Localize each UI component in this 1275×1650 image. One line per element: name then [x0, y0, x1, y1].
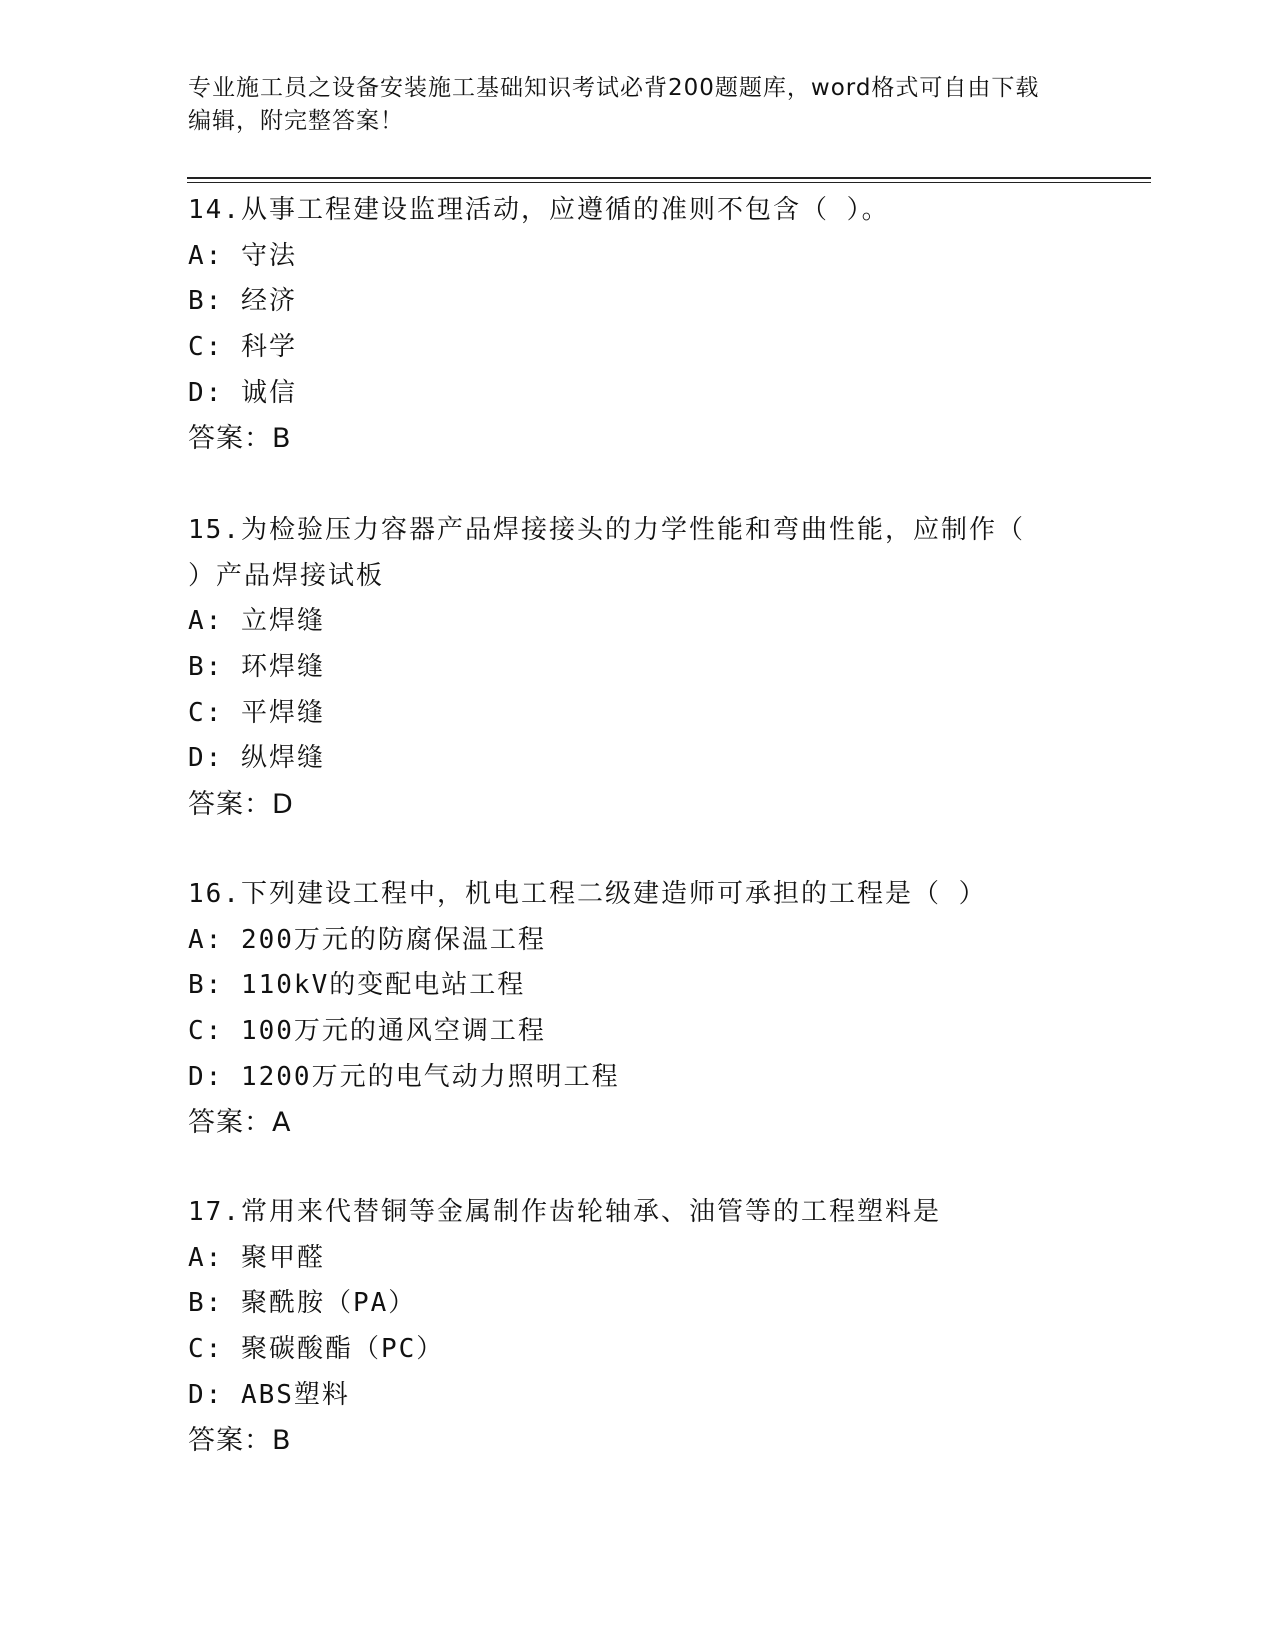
- option-d: D: 诚信: [188, 377, 297, 408]
- question-text: 14.从事工程建设监理活动，应遵循的准则不包含（ ）。: [188, 195, 890, 225]
- header-title-line-2: 编辑，附完整答案！: [188, 108, 404, 134]
- question-17: [188, 1190, 1108, 1464]
- question-text: 15.为检验压力容器产品焊接接头的力学性能和弯曲性能，应制作（: [188, 515, 1025, 545]
- header-divider-thin: [187, 182, 1151, 183]
- answer: 答案：A: [188, 1107, 292, 1139]
- header-divider-thick: [187, 177, 1151, 179]
- answer: 答案：B: [188, 1425, 292, 1457]
- question-text-continued: ）产品焊接试板: [188, 560, 385, 591]
- option-d: D: 1200万元的电气动力照明工程: [188, 1061, 620, 1092]
- option-b: B: 110kV的变配电站工程: [188, 970, 526, 1001]
- option-b: B: 经济: [188, 286, 297, 317]
- answer: 答案：D: [188, 789, 294, 821]
- option-d: D: ABS塑料: [188, 1379, 350, 1410]
- header-title-line-1: 专业施工员之设备安装施工基础知识考试必背200题题库，word格式可自由下载: [188, 75, 1040, 101]
- question-14: [188, 188, 1108, 462]
- option-c: C: 科学: [188, 332, 297, 363]
- option-b: B: 聚酰胺（PA）: [188, 1288, 417, 1319]
- option-d: D: 纵焊缝: [188, 743, 325, 774]
- question-15: [188, 508, 1108, 828]
- question-16: [188, 872, 1108, 1146]
- option-a: A: 200万元的防腐保温工程: [188, 924, 546, 955]
- document-header: [188, 72, 1088, 138]
- option-a: A: 立焊缝: [188, 606, 325, 637]
- question-text: 17.常用来代替铜等金属制作齿轮轴承、油管等的工程塑料是: [188, 1197, 941, 1227]
- option-a: A: 守法: [188, 240, 297, 271]
- question-text: 16.下列建设工程中，机电工程二级建造师可承担的工程是（ ）: [188, 879, 987, 909]
- answer: 答案：B: [188, 423, 292, 455]
- option-b: B: 环焊缝: [188, 652, 325, 683]
- option-a: A: 聚甲醛: [188, 1242, 325, 1273]
- option-c: C: 100万元的通风空调工程: [188, 1016, 546, 1047]
- option-c: C: 聚碳酸酯（PC）: [188, 1334, 445, 1365]
- option-c: C: 平焊缝: [188, 697, 325, 728]
